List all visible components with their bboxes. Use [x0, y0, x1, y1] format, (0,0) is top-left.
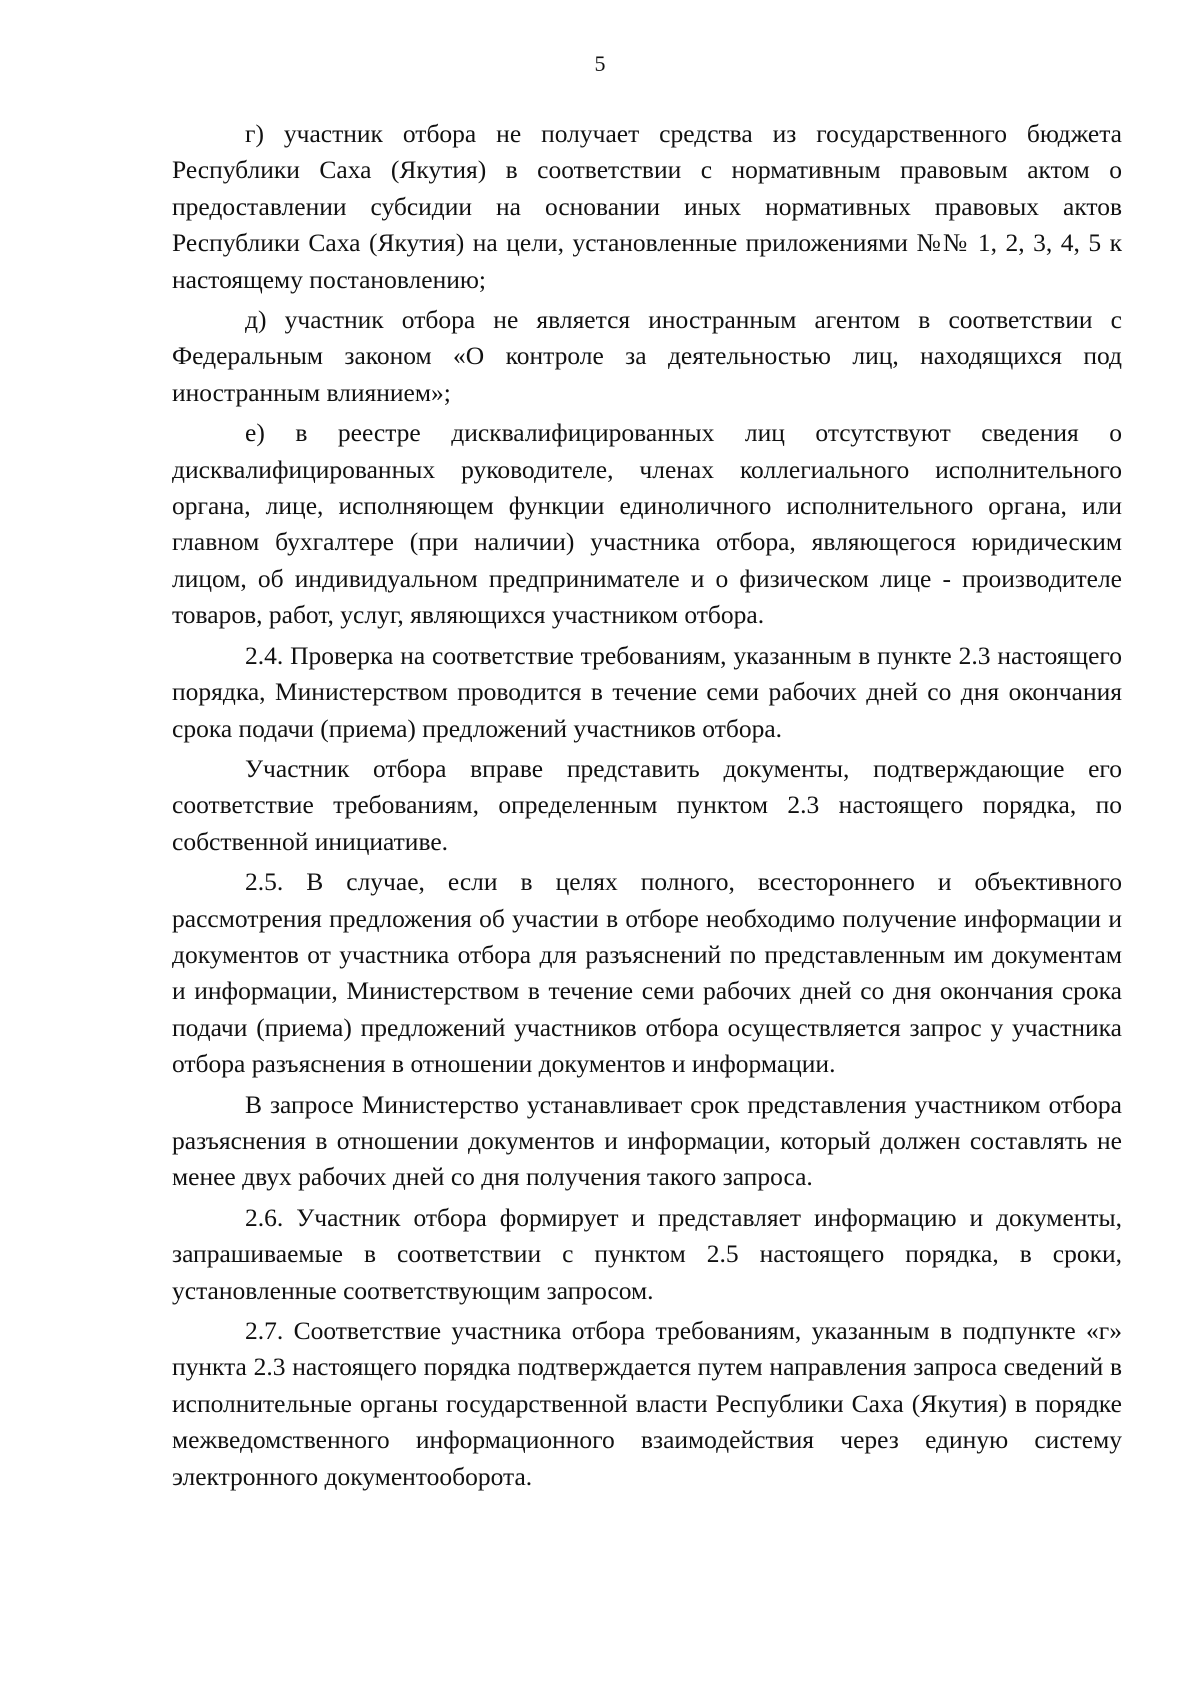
page-number: 5: [594, 51, 606, 76]
paragraph-clause-2-5-continued: В запросе Министерство устанавливает срок представления участником отбора разъяснения в отношении документов и информации, который должен составлять не менее двух рабочих дней со дня получения такого запроса.: [172, 1089, 1122, 1192]
paragraph-clause-2-7: 2.7. Соответствие участника отбора требованиям, указанным в подпункте «г» пункта 2.3 настоящего порядка подтверждается путем направления запроса сведений в исполнительные органы государственной власти Республики Саха (Якутия) в порядке межведомственного информационного взаимодействия через единую систему электронного документооборота.: [172, 1316, 1122, 1491]
paragraph-clause-2-4-continued: Участник отбора вправе представить документы, подтверждающие его соответствие требованиям, определенным пунктом 2.3 настоящего порядка, по собственной инициативе.: [172, 753, 1122, 856]
document-body: [172, 116, 1122, 1499]
paragraph-clause-2-6: 2.6. Участник отбора формирует и представляет информацию и документы, запрашиваемые в соответствии с пунктом 2.5 настоящего порядка, в сроки, установленные соответствующим запросом.: [172, 1202, 1122, 1305]
paragraph-clause-2-5: 2.5. В случае, если в целях полного, всестороннего и объективного рассмотрения предложения об участии в отборе необходимо получение информации и документов от участника отбора для разъяснений по представленным им документам и информации, Министерством в течение семи рабочих дней со дня окончания срока подачи (приема) предложений участников отбора осуществляется запрос у участника отбора разъяснения в отношении документов и информации.: [172, 867, 1122, 1079]
paragraph-subitem-g: г) участник отбора не получает средства из государственного бюджета Республики Саха (Якутия) в соответствии с нормативным правовым актом о предоставлении субсидии на основании иных нормативных правовых актов Республики Саха (Якутия) на цели, установленные приложениями №№ 1, 2, 3, 4, 5 к настоящему постановлению;: [172, 119, 1122, 294]
paragraph-subitem-d: д) участник отбора не является иностранным агентом в соответствии с Федеральным законом «О контроле за деятельностью лиц, находящихся под иностранным влиянием»;: [172, 305, 1122, 407]
paragraph-clause-2-4: 2.4. Проверка на соответствие требованиям, указанным в пункте 2.3 настоящего порядка, Министерством проводится в течение семи рабочих дней со дня окончания срока подачи (приема) предложений участников отбора.: [172, 640, 1122, 743]
paragraph-subitem-e: е) в реестре дисквалифицированных лиц отсутствуют сведения о дисквалифицированных руководителе, членах коллегиального исполнительного органа, лице, исполняющем функции единоличного исполнительного органа, или главном бухгалтере (при наличии) участника отбора, являющегося юридическим лицом, об индивидуальном предпринимателе и о физическом лице - производителе товаров, работ, услуг, являющихся участником отбора.: [172, 418, 1122, 630]
